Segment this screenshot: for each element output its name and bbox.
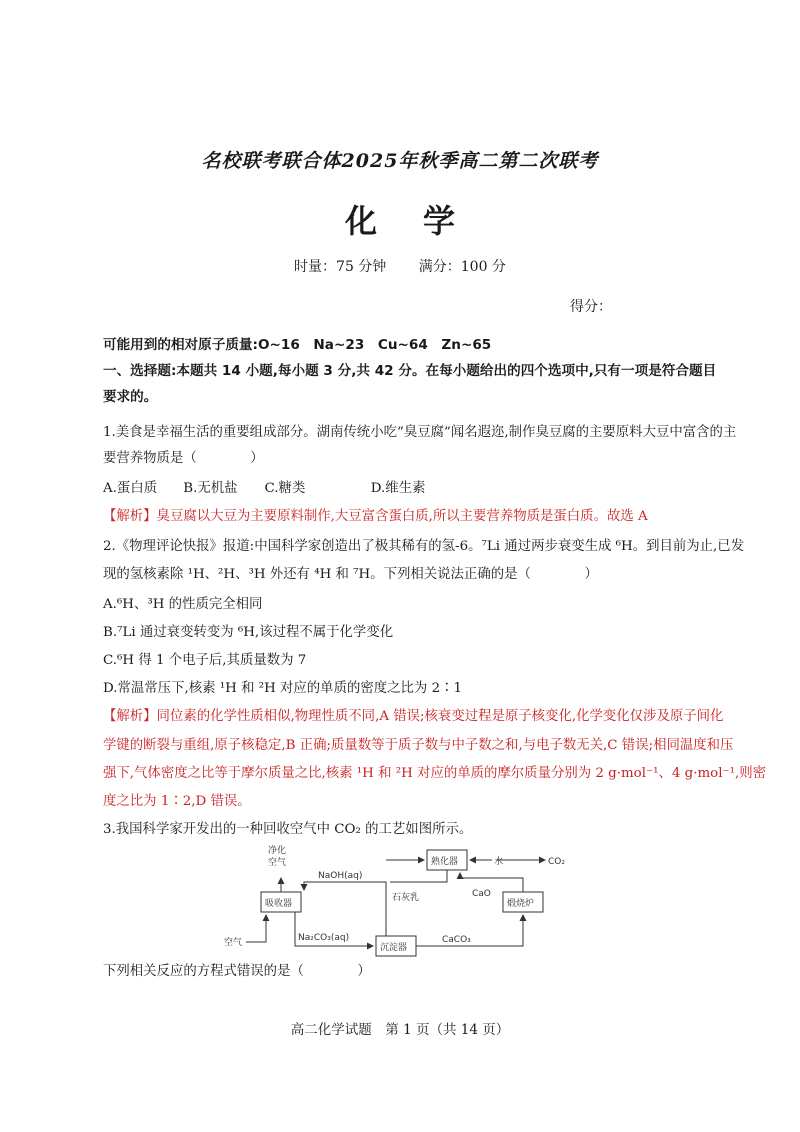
digester-label: 熟化器: [431, 857, 459, 867]
purified-air-label-1: 净化: [268, 846, 287, 856]
q1-stem-line2: 要营养物质是（ ）: [103, 451, 264, 466]
q2-option-d: D.常温常压下,核素 ¹H 和 ²H 对应的单质的密度之比为 2∶1: [103, 681, 462, 696]
subject-title: 化学: [344, 202, 501, 240]
q1-option-d: D.维生素: [370, 481, 426, 496]
naoh-return-arrow: [304, 882, 386, 936]
q2-option-c: C.⁶H 得 1 个电子后,其质量数为 7: [103, 653, 307, 668]
q2-stem-line1: 2.《物理评论快报》报道:中国科学家创造出了极其稀有的氢-6。⁷Li 通过两步衰变生成 ⁶H。到目前为止,已发: [103, 539, 745, 554]
q2-option-a: A.⁶H、³H 的性质完全相同: [103, 597, 263, 612]
q1-stem-line1: 1.美食是幸福生活的重要组成部分。湖南传统小吃“臭豆腐”闻名遐迩,制作臭豆腐的主要原料大豆中富含的主: [103, 425, 737, 440]
score-label: 得分：: [570, 299, 612, 315]
co2-capture-flowchart: [210, 840, 590, 965]
q2-analysis-line3: 强下,气体密度之比等于摩尔质量之比,核素 ¹H 和 ²H 对应的单质的摩尔质量分别为 2 g·mol⁻¹、4 g·mol⁻¹,则密: [103, 766, 766, 781]
q2-stem-line2: 现的氢核素除 ¹H、²H、³H 外还有 ⁴H 和 ⁷H。下列相关说法正确的是（ ）: [103, 567, 598, 582]
absorber-label: 吸收器: [265, 899, 293, 909]
exam-title: 名校联考联合体2025年秋季高二第二次联考: [201, 150, 599, 172]
q1-options: [103, 480, 425, 498]
caco3-label: CaCO₃: [442, 935, 471, 945]
q2-analysis-line4: 度之比为 1∶2,D 错误。: [103, 794, 251, 809]
precipitator-label: 沉淀器: [380, 943, 408, 953]
q1-option-b: B.无机盐: [183, 481, 238, 496]
q1-option-a: A.蛋白质: [103, 481, 158, 496]
full-score: 满分：100 分: [418, 259, 506, 275]
page-footer: 高二化学试题 第 1 页（共 14 页）: [290, 1022, 510, 1038]
q3-stem: 3.我国科学家开发出的一种回收空气中 CO₂ 的工艺如图所示。: [103, 822, 473, 837]
cao-flow-arrow: [460, 873, 523, 892]
lime-milk-line: [390, 870, 447, 882]
water-label: 水: [494, 857, 504, 867]
co2-label: CO₂: [548, 857, 565, 867]
section1-line2: 要求的。: [103, 389, 158, 405]
lime-milk-label: 石灰乳: [392, 893, 420, 903]
section1-line1: 一、选择题:本题共 14 小题,每小题 3 分,共 42 分。在每小题给出的四个选项中,只有一项是符合题目: [103, 363, 717, 379]
q2-analysis-line2: 学键的断裂与重组,原子核稳定,B 正确;质量数等于质子数与中子数之和,与电子数无关,C 错误;相同温度和压: [103, 738, 734, 753]
q1-option-c: C.糖类: [264, 481, 306, 496]
cao-label: CaO: [472, 889, 491, 899]
calciner-label: 煅烧炉: [507, 899, 535, 909]
na2co3-label: Na₂CO₃(aq): [298, 933, 350, 943]
q1-analysis: 【解析】臭豆腐以大豆为主要原料制作,大豆富含蛋白质,所以主要营养物质是蛋白质。故选 A: [103, 509, 648, 524]
exam-meta: [0, 256, 800, 276]
naoh-label: NaOH(aq): [318, 871, 363, 881]
air-label: 空气: [224, 938, 243, 948]
air-inlet-arrow: [246, 915, 266, 942]
q2-option-b: B.⁷Li 通过衰变转变为 ⁶H,该过程不属于化学变化: [103, 625, 394, 640]
atomic-masses: 可能用到的相对原子质量:O~16 Na~23 Cu~64 Zn~65: [103, 337, 492, 353]
q3-question: 下列相关反应的方程式错误的是（ ）: [103, 964, 371, 979]
purified-air-label-2: 空气: [268, 858, 287, 868]
q2-analysis-line1: 【解析】同位素的化学性质相似,物理性质不同,A 错误;核衰变过程是原子核变化,化学变化仅涉及原子间化: [103, 709, 724, 724]
time-limit: 时量：75 分钟: [294, 259, 387, 275]
